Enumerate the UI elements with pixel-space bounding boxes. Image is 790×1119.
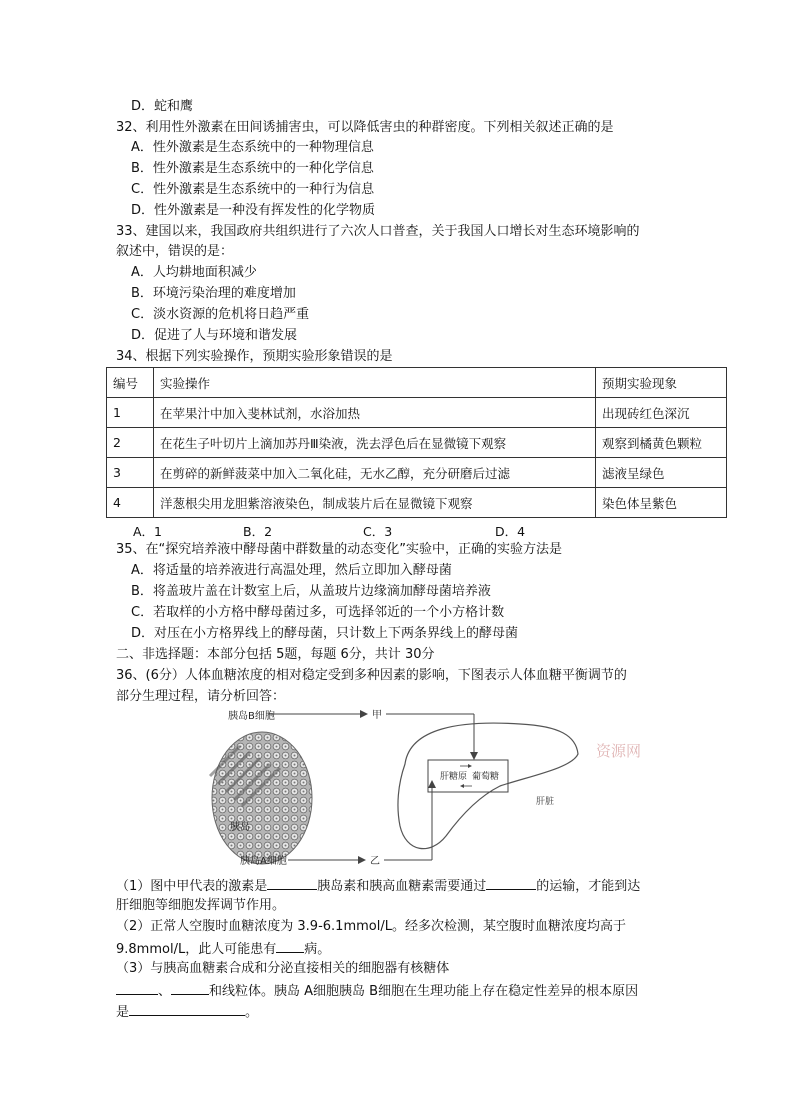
islet-cluster [212,732,312,864]
label-jia: 甲 [372,710,382,721]
q36-part2-line2 [116,939,330,959]
blood-glucose-figure [200,706,700,874]
q34-choice-d: D．4 [495,524,526,539]
q36-part3-line1: （3）与胰高血糖素合成和分泌直接相关的细胞器有核糖体 [116,961,450,976]
q36-p2-text-b: 9.8mmol/L，此人可能患有 [116,942,277,957]
cell-operation: 在苹果汁中加入斐林试剂，水浴加热 [154,398,596,428]
answer-blank[interactable] [486,876,536,890]
q32-stem: 32、利用性外激素在田间诱捕害虫，可以降低害虫的种群密度。下列相关叙述正确的是 [116,120,614,135]
q36-p1-text-b: 胰岛素和胰高血糖素需要通过 [317,879,487,894]
q35-option-c: C．若取样的小方格中酵母菌过多，可选择邻近的一个小方格计数 [131,605,505,620]
q36-stem-line1: 36、(6分）人体血糖浓度的相对稳定受到多种因素的影响，下图表示人体血糖平衡调节的 [116,668,627,683]
experiment-table [106,367,727,518]
header-operation: 实验操作 [154,368,596,398]
q36-p3-sep: 、 [158,984,172,999]
table-row [107,398,727,428]
table-row [107,458,727,488]
q36-part3-line3 [116,1002,258,1022]
cell-number: 2 [107,428,154,458]
answer-blank[interactable] [171,981,209,995]
cell-expected: 出现砖红色深沉 [596,398,727,428]
q36-p1-text-a: （1）图中甲代表的激素是 [116,879,268,894]
cell-operation: 在剪碎的新鲜菠菜中加入二氧化硅，无水乙醇，充分研磨后过滤 [154,458,596,488]
q33-option-c: C．淡水资源的危机将日趋严重 [131,307,310,322]
q36-p3-text-c: 是 [116,1005,130,1020]
q31-option-d: D．蛇和鹰 [131,99,194,114]
cell-number: 3 [107,458,154,488]
q35-option-a: A．将适量的培养液进行高温处理，然后立即加入酵母菌 [131,563,452,578]
q33-option-d: D．促进了人与环境和谐发展 [131,328,298,343]
answer-blank[interactable] [116,981,158,995]
header-expected: 预期实验现象 [596,368,727,398]
header-number: 编号 [107,368,154,398]
q34-choice-c: C．3 [363,524,393,539]
q36-part2-line1: （2）正常人空腹时血糖浓度为 3.9-6.1mmol/L。经多次检测，某空腹时血糖浓度均高于 [116,919,626,934]
q34-stem: 34、根据下列实验操作，预期实验形象错误的是 [116,349,393,364]
q35-option-b: B．将盖玻片盖在计数室上后，从盖玻片边缘滴加酵母菌培养液 [131,584,491,599]
table-row [107,488,727,518]
q34-choice-b: B．2 [243,524,273,539]
answer-blank[interactable] [267,876,317,890]
q32-option-d: D．性外激素是一种没有挥发性的化学物质 [131,203,376,218]
answer-blank[interactable] [129,1002,245,1016]
q35-stem: 35、在“探究培养液中酵母菌中群数量的动态变化”实验中，正确的实验方法是 [116,542,563,557]
q33-option-b: B．环境污染治理的难度增加 [131,286,296,301]
q33-option-a: A．人均耕地面积减少 [131,265,257,280]
regulation-diagram [200,706,700,874]
q34-choice-a: A．1 [133,524,163,539]
cell-expected: 观察到橘黄色颗粒 [596,428,727,458]
q36-p3-text-b: 和线粒体。胰岛 A细胞胰岛 B细胞在生理功能上存在稳定性差异的根本原因 [209,984,639,999]
watermark: 资源网 [596,742,642,760]
q32-option-a: A．性外激素是生态系统中的一种物理信息 [131,140,374,155]
cell-number: 1 [107,398,154,428]
answer-blank[interactable] [276,939,304,953]
q32-option-b: B．性外激素是生态系统中的一种化学信息 [131,161,374,176]
q36-part3-line2 [116,981,638,1001]
label-islet: 胰岛 [230,822,250,833]
q36-p1-text-c: 的运输，才能到达 [536,879,641,894]
q36-part1-line2: 肝细胞等细胞发挥调节作用。 [116,898,286,913]
q36-stem-line2: 部分生理过程，请分析回答： [116,689,286,704]
q33-stem-line2: 叙述中，错误的是： [116,244,234,259]
cell-number: 4 [107,488,154,518]
liver-outline [398,723,578,849]
cell-expected: 染色体呈紫色 [596,488,727,518]
cell-expected: 滤液呈绿色 [596,458,727,488]
label-a-cell: 胰岛A细胞 [240,856,287,867]
label-glycogen: 肝糖原 [440,772,468,782]
label-glucose: 葡萄糖 [472,772,500,782]
q32-option-c: C．性外激素是生态系统中的一种行为信息 [131,182,375,197]
section-2-title: 二、非选择题：本部分包括 5题，每题 6分，共计 30分 [116,647,435,662]
table-header-row [107,368,727,398]
q36-part1-line1 [116,876,640,896]
q36-p2-text-c: 病。 [304,942,331,957]
label-b-cell: 胰岛B细胞 [228,711,275,722]
cell-operation: 在花生子叶切片上滴加苏丹Ⅲ染液，洗去浮色后在显微镜下观察 [154,428,596,458]
label-yi: 乙 [370,856,380,867]
q35-option-d: D．对压在小方格界线上的酵母菌，只计数上下两条界线上的酵母菌 [131,626,519,641]
q36-p3-end: 。 [245,1005,259,1020]
cell-operation: 洋葱根尖用龙胆紫溶液染色，制成装片后在显微镜下观察 [154,488,596,518]
table-row [107,428,727,458]
q33-stem-line1: 33、建国以来，我国政府共组织进行了六次人口普查，关于我国人口增长对生态环境影响的 [116,224,640,239]
label-liver: 肝脏 [536,797,555,807]
